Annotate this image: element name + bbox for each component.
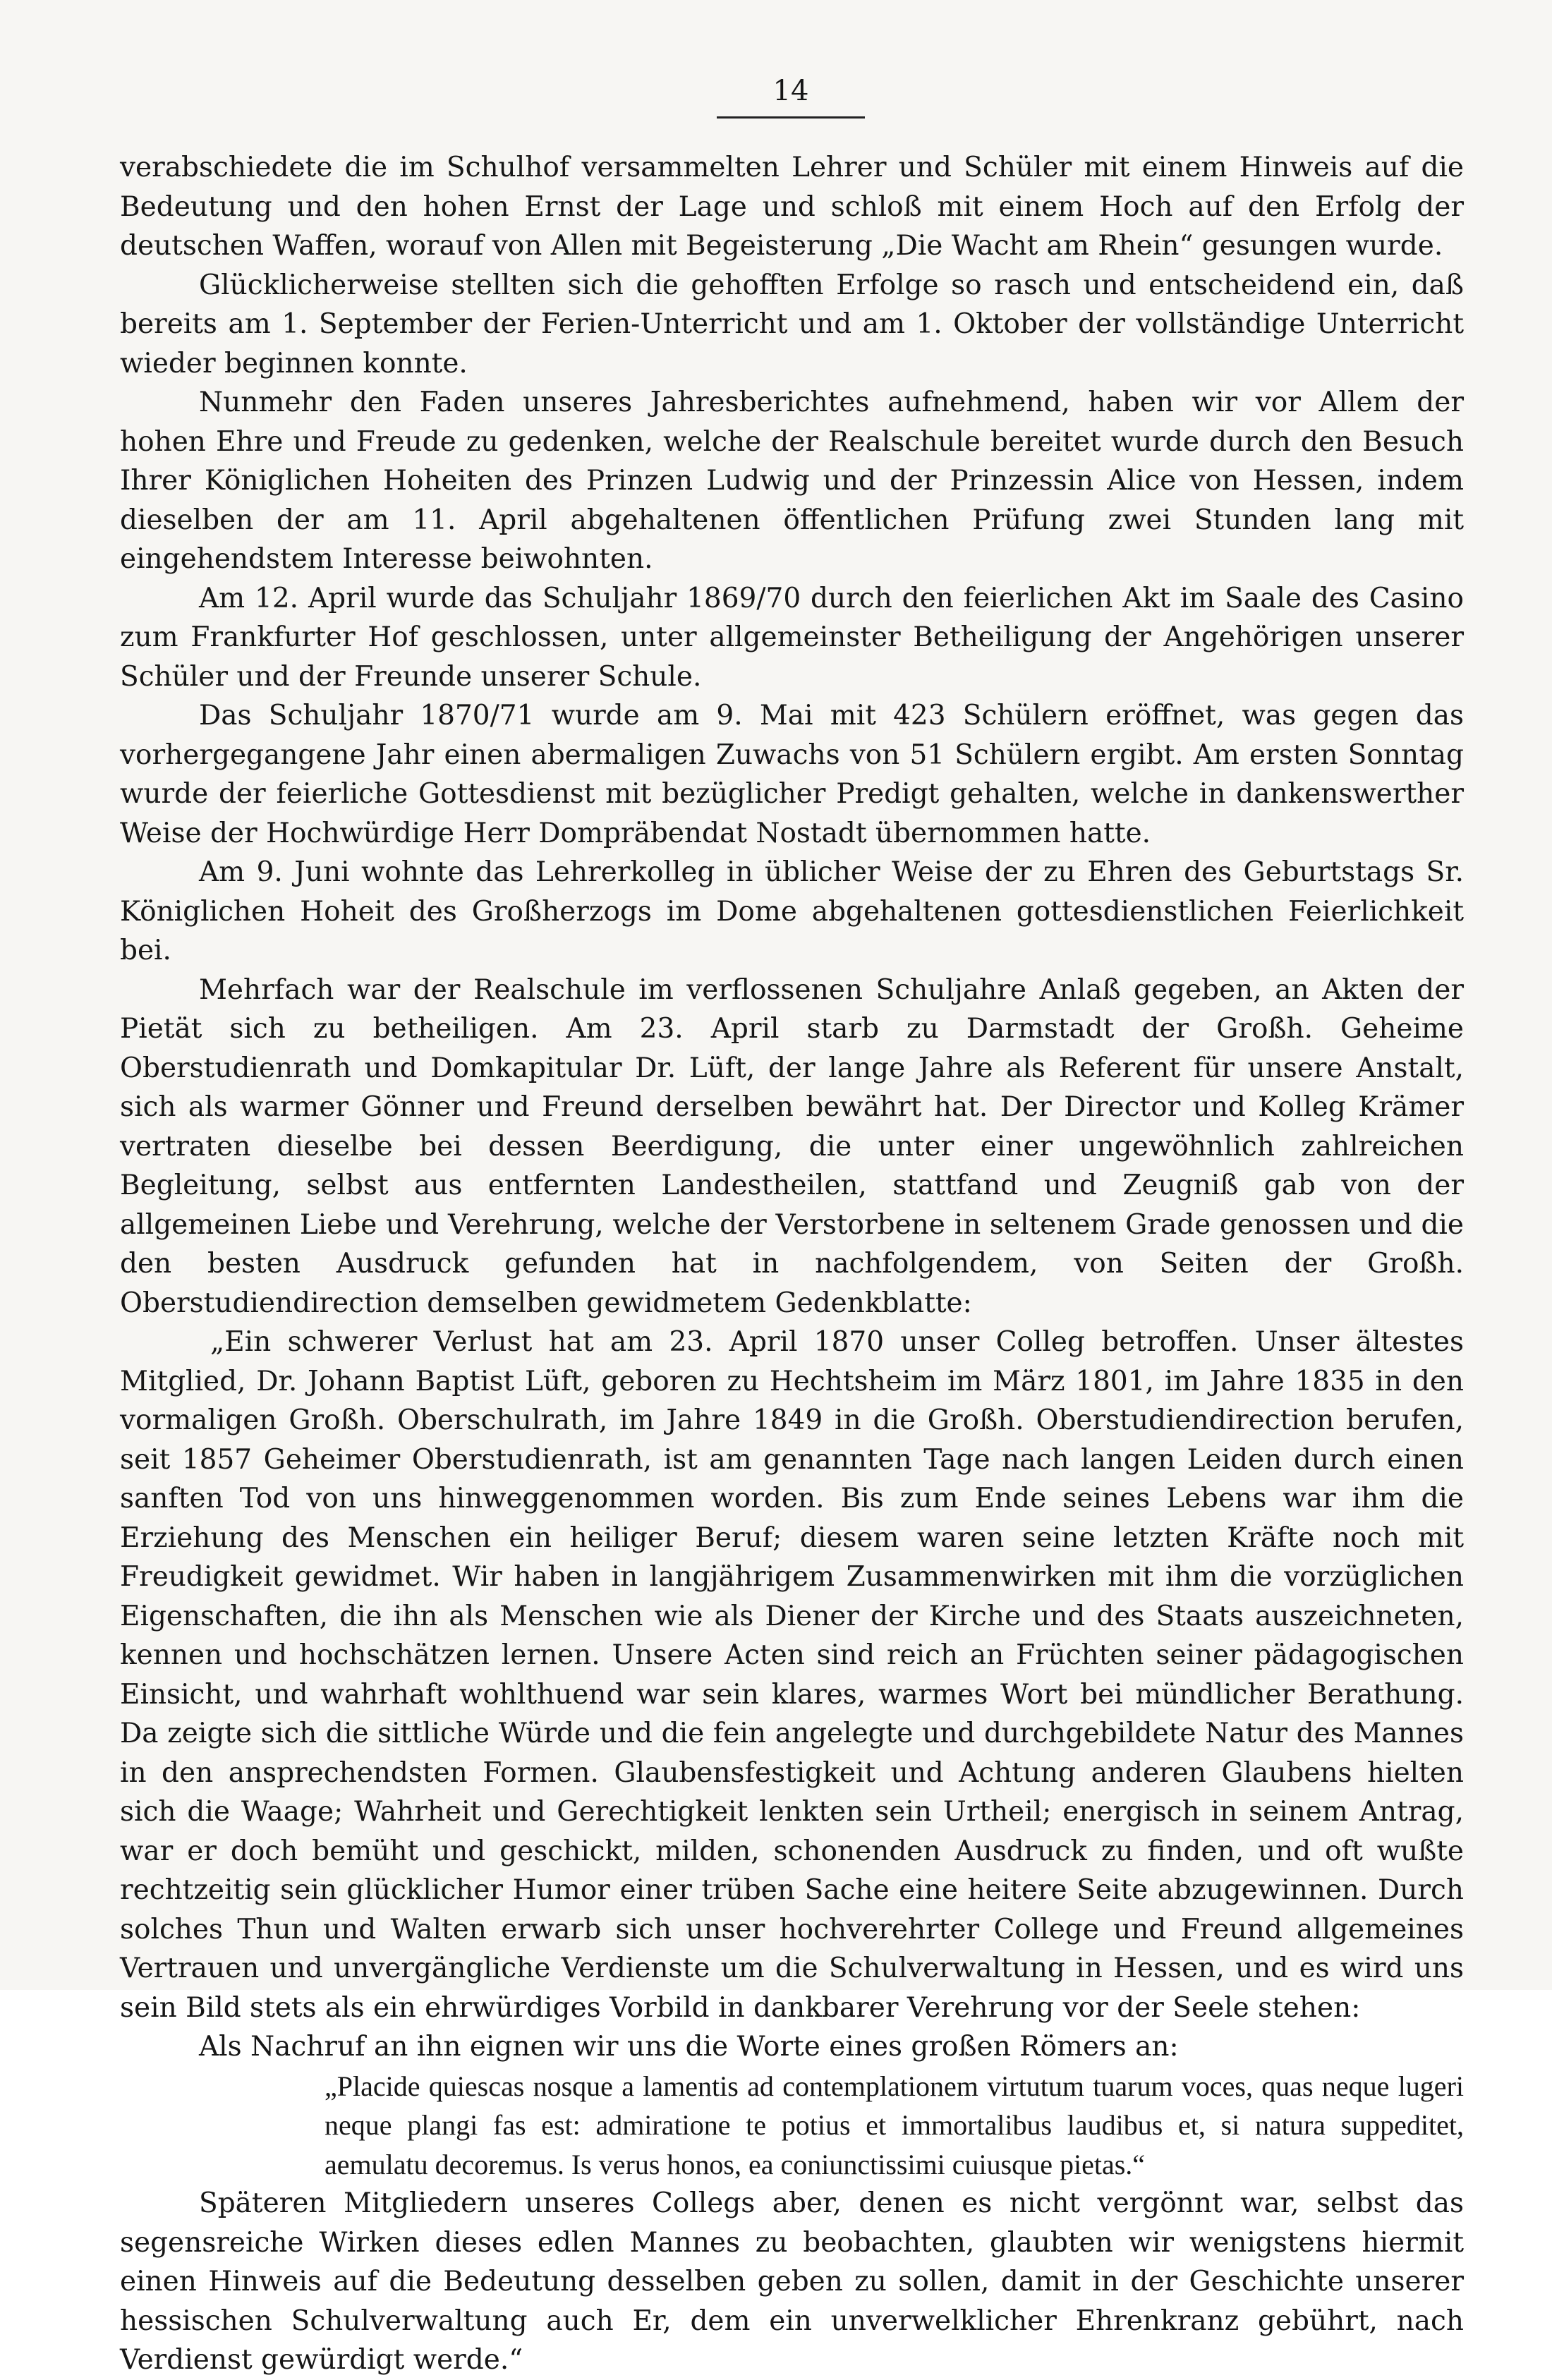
paragraph-9: Als Nachruf an ihn eignen wir uns die Worte eines großen Römers an: — [199, 2031, 1179, 2063]
latin-quote: „Placide quiescas nosque a lamentis ad contemplationem virtutum tuarum voces, quas neque lugeri neque plangi fas est: admiratione te potius et immortalibus laudibus et, si natura suppeditet, aemulatu decoremus. Is verus honos, ea coniunctissimi cuiusque pietas.“ — [325, 2070, 1464, 2180]
paragraph-7: Mehrfach war der Realschule im verflossenen Schuljahre Anlaß gegeben, an Akten der Pietät sich zu betheiligen. Am 23. April starb zu Darmstadt der Großh. Geheime Oberstudienrath und Domkapitular Dr. Lüft, der lange Jahre als Referent für unsere Anstalt, sich als warmer Gönner und Freund derselben bewährt hat. Der Director und Kolleg Krämer vertraten dieselbe bei dessen Beerdigung, die unter einer ungewöhnlich zahlreichen Begleitung, selbst aus entfernten Landestheilen, stattfand und Zeugniß gab von der allgemeinen Liebe und Verehrung, welche der Verstorbene in seltenem Grade genossen und die den besten Ausdruck gefunden hat in nachfolgendem, von Seiten der Großh. Oberstudiendirection demselben gewidmetem Gedenkblatte: — [120, 973, 1464, 1319]
paragraph-8-memorial-quote: „Ein schwerer Verlust hat am 23. April 1870 unser Colleg betroffen. Unser ältestes Mitglied, Dr. Johann Baptist Lüft, geboren zu Hechtsheim im März 1801, im Jahre 1835 in den vormaligen Großh. Oberschulrath, im Jahre 1849 in die Großh. Oberstudiendirection berufen, seit 1857 Geheimer Oberstudienrath, ist am genannten Tage nach langen Leiden durch einen sanften Tod von uns hinweggenommen worden. Bis zum Ende seines Lebens war ihm die Erziehung des Menschen ein heiliger Beruf; diesem waren seine letzten Kräfte noch mit Freudigkeit gewidmet. Wir haben in langjährigem Zusammenwirken mit ihm die vorzüglichen Eigenschaften, die ihn als Menschen wie als Diener der Kirche und des Staats auszeichneten, kennen und hochschätzen lernen. Unsere Acten sind reich an Früchten seiner pädagogischen Einsicht, und wahrhaft wohlthuend war sein klares, warmes Wort bei mündlicher Berathung. Da zeigte sich die sittliche Würde und die fein angelegte und durchgebildete Natur des Mannes in den ansprechendsten Formen. Glaubensfestigkeit und Achtung anderen Glaubens hielten sich die Waage; Wahrheit und Gerechtigkeit lenkten sein Urtheil; energisch in seinem Antrag, war er doch bemüht und geschickt, milden, schonenden Ausdruck zu finden, und oft wußte rechtzeitig sein glücklicher Humor einer trüben Sache eine heitere Seite abzugewinnen. Durch solches Thun und Walten erwarb sich unser hochverehrter College und Freund allgemeines Vertrauen und unvergängliche Verdienste um die Schulverwaltung in Hessen, und es wird uns sein Bild stets als ein ehrwürdiges Vorbild in dankbarer Verehrung vor der Seele stehen: — [120, 1326, 1464, 2024]
paragraph-4: Am 12. April wurde das Schuljahr 1869/70 durch den feierlichen Akt im Saale des Casino zum Frankfurter Hof geschlossen, unter allgemeinster Betheiligung der Angehörigen unserer Schüler und der Freunde unserer Schule. — [120, 582, 1464, 693]
paragraph-1: verabschiedete die im Schulhof versammelten Lehrer und Schüler mit einem Hinweis auf die Bedeutung und den hohen Ernst der Lage und schloß mit einem Hoch auf den Erfolg der deutschen Waffen, worauf von Allen mit Begeisterung „Die Wacht am Rhein“ gesungen wurde. — [120, 152, 1464, 262]
body-text — [120, 148, 1464, 2380]
paragraph-5: Das Schuljahr 1870/71 wurde am 9. Mai mit 423 Schülern eröffnet, was gegen das vorhergegangene Jahr einen abermaligen Zuwachs von 51 Schülern ergibt. Am ersten Sonntag wurde der feierliche Gottesdienst mit bezüglicher Predigt gehalten, welche in dankenswerther Weise der Hochwürdige Herr Dompräbendat Nostadt übernommen hatte. — [120, 700, 1464, 849]
page-number: 14 — [772, 75, 809, 107]
paragraph-3: Nunmehr den Faden unseres Jahresberichtes aufnehmend, haben wir vor Allem der hohen Ehre und Freude zu gedenken, welche der Realschule bereitet wurde durch den Besuch Ihrer Königlichen Hoheiten des Prinzen Ludwig und der Prinzessin Alice von Hessen, indem dieselben der am 11. April abgehaltenen öffentlichen Prüfung zwei Stunden lang mit eingehendstem Interesse beiwohnten. — [120, 387, 1464, 575]
page-number-rule — [717, 116, 865, 119]
paragraph-2: Glücklicherweise stellten sich die gehofften Erfolge so rasch und entscheidend ein, daß bereits am 1. September der Ferien-Unterricht und am 1. Oktober der vollständige Unterricht wieder beginnen konnte. — [120, 269, 1464, 380]
page-number-container — [717, 73, 865, 109]
paragraph-6: Am 9. Juni wohnte das Lehrerkolleg in üblicher Weise der zu Ehren des Geburtstags Sr. Königlichen Hoheit des Großherzogs im Dome abgehaltenen gottesdienstlichen Feierlichkeit bei. — [120, 856, 1464, 966]
closing-paragraph: Späteren Mitgliedern unseres Collegs aber, denen es nicht vergönnt war, selbst das segensreiche Wirken dieses edlen Mannes zu beobachten, glaubten wir wenigstens hiermit einen Hinweis auf die Bedeutung desselben geben zu sollen, damit in der Geschichte unserer hessischen Schulverwaltung auch Er, dem ein unverwelklicher Ehrenkranz gebührt, nach Verdienst gewürdigt werde.“ — [120, 2187, 1464, 2376]
